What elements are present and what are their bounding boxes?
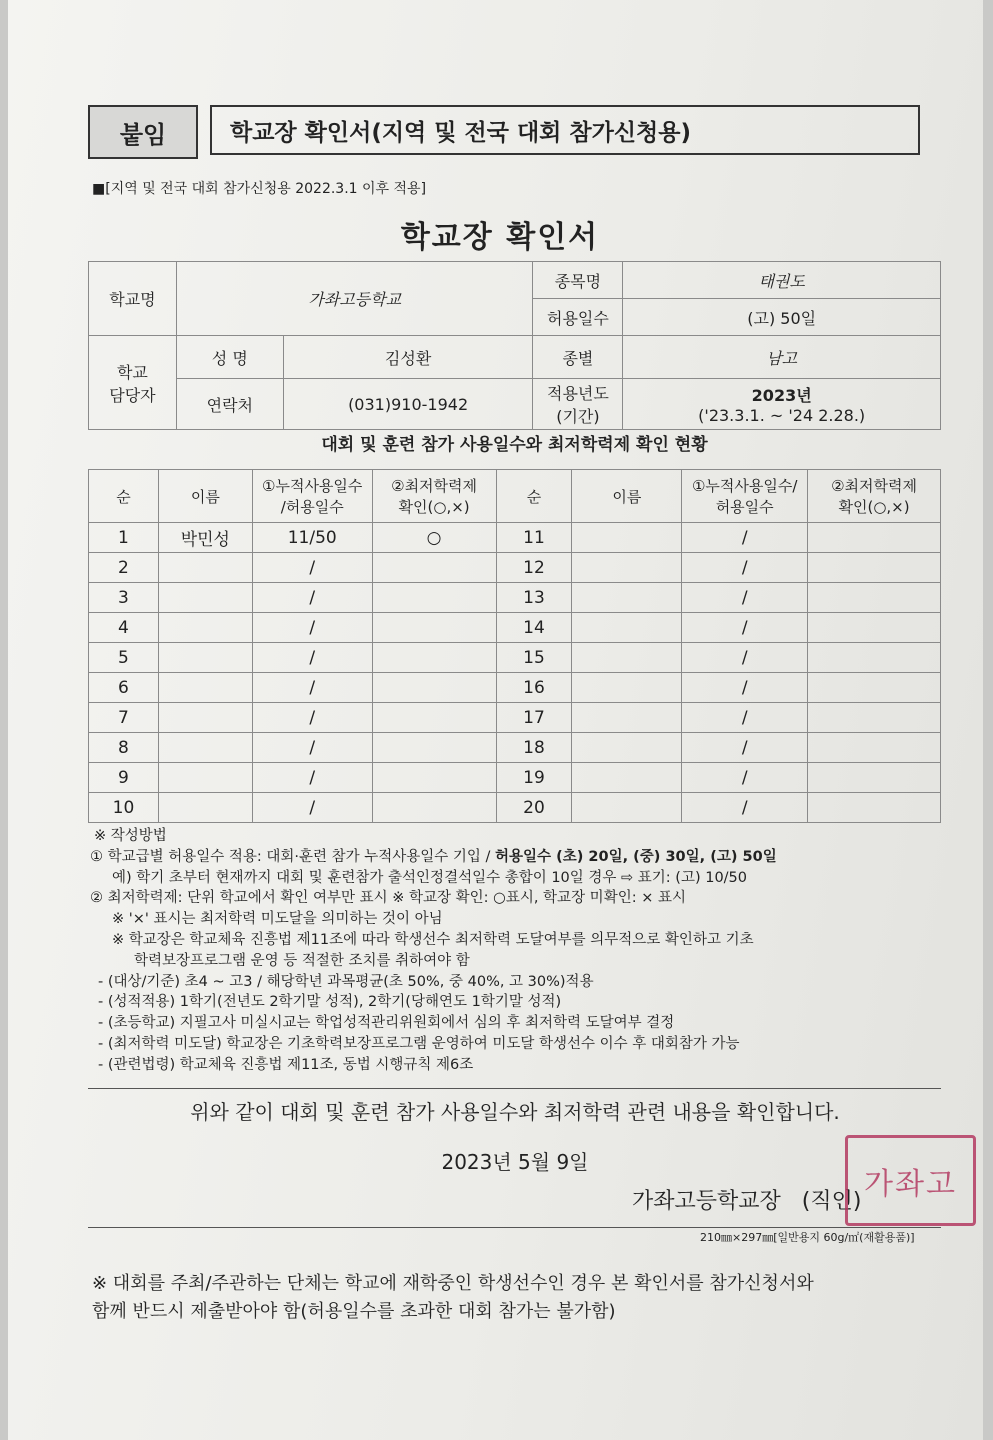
table-cell [372, 733, 496, 763]
event-label: 종목명 [533, 262, 623, 299]
table-cell [572, 673, 682, 703]
table-cell [808, 673, 941, 703]
table-cell [808, 733, 941, 763]
attachment-tag: 붙임 [88, 105, 198, 159]
applicability-note: ■[지역 및 전국 대회 참가신청용 2022.3.1 이후 적용] [92, 181, 427, 197]
table-cell: 11 [496, 523, 572, 553]
table-cell [158, 643, 252, 673]
col-header: ②최저학력제 확인(○,×) [372, 470, 496, 523]
note-line: ※ 학교장은 학교체육 진흥법 제11조에 따라 학생선수 최저학력 도달여부를 의무적으로 확인하고 기초 [112, 931, 754, 948]
note-line: - (성적적용) 1학기(전년도 2학기말 성적), 2학기(당해연도 1학기말 성적) [98, 994, 562, 1011]
note-line: ② 최저학력제: 단위 학교에서 확인 여부만 표시 ※ 학교장 확인: ○표시, 학교장 미확인: × 표시 [90, 890, 686, 907]
signer [632, 1184, 861, 1215]
table-cell: / [252, 643, 372, 673]
table-cell: / [252, 553, 372, 583]
table-cell: / [252, 673, 372, 703]
table-cell [158, 733, 252, 763]
note-text: ① 학교급별 허용일수 적용: 대회·훈련 참가 누적사용일수 기입 / [90, 848, 496, 865]
footer-line: ※ 대회를 주최/주관하는 단체는 학교에 재학중인 학생선수인 경우 본 확인서를 참가신청서와 [92, 1273, 814, 1294]
document-header [88, 105, 920, 157]
table-cell: / [682, 643, 808, 673]
table-cell [372, 673, 496, 703]
table-cell [808, 763, 941, 793]
table-cell: / [682, 523, 808, 553]
table-cell [572, 553, 682, 583]
table-cell [158, 553, 252, 583]
table-cell [372, 583, 496, 613]
table-row [89, 793, 941, 823]
table-cell: 20 [496, 793, 572, 823]
table-cell [808, 643, 941, 673]
section-title: 대회 및 훈련 참가 사용일수와 최저학력제 확인 현황 [321, 435, 708, 455]
table-cell: / [682, 733, 808, 763]
table-row [89, 703, 941, 733]
table-cell [808, 583, 941, 613]
table-cell: / [682, 583, 808, 613]
table-cell [572, 703, 682, 733]
col-header: 순 [496, 470, 572, 523]
official-seal: 가좌고 [845, 1135, 976, 1226]
table-cell [372, 613, 496, 643]
gender-label: 종별 [533, 336, 623, 379]
footer-note [92, 1270, 814, 1326]
table-cell: 11/50 [252, 523, 372, 553]
table-cell: 2 [89, 553, 159, 583]
note-line [90, 847, 960, 868]
table-cell [372, 793, 496, 823]
table-cell [158, 583, 252, 613]
table-cell: / [682, 553, 808, 583]
table-row [89, 583, 941, 613]
table-cell: 5 [89, 643, 159, 673]
year-cell [623, 379, 941, 430]
days-label: 허용일수 [533, 299, 623, 336]
signer-name: 가좌고등학교장 [632, 1189, 781, 1214]
header-title: 학교장 확인서(지역 및 전국 대회 참가신청용) [210, 105, 920, 155]
table-row [89, 673, 941, 703]
col-header: ①누적사용일수/ 허용일수 [682, 470, 808, 523]
table-cell: 17 [496, 703, 572, 733]
table-cell: 18 [496, 733, 572, 763]
table-cell: 12 [496, 553, 572, 583]
school-value: 가좌고등학교 [176, 262, 533, 336]
year-value: 2023년 [751, 386, 812, 405]
table-cell [158, 673, 252, 703]
school-info-table [88, 261, 941, 430]
manager-label: 학교 담당자 [89, 336, 177, 430]
table-cell: / [252, 613, 372, 643]
table-cell [572, 613, 682, 643]
table-cell [572, 793, 682, 823]
table-cell: ○ [372, 523, 496, 553]
col-header: 순 [89, 470, 159, 523]
table-cell [808, 523, 941, 553]
note-line: 학력보장프로그램 운영 등 적절한 조치를 취하여야 함 [134, 952, 470, 969]
table-cell: / [252, 763, 372, 793]
table-cell [808, 553, 941, 583]
contact-label: 연락처 [176, 379, 283, 430]
confirmation-statement: 위와 같이 대회 및 훈련 참가 사용일수와 최저학력 관련 내용을 확인합니다. [190, 1100, 840, 1124]
table-cell: 1 [89, 523, 159, 553]
table-cell [372, 553, 496, 583]
name-value: 김성환 [283, 336, 533, 379]
note-line: - (초등학교) 지필고사 미실시교는 학업성적관리위원회에서 심의 후 최저학력 도달여부 결정 [98, 1015, 675, 1032]
note-line: ※ '×' 표시는 최저학력 미도달을 의미하는 것이 아님 [112, 911, 443, 928]
table-cell: 19 [496, 763, 572, 793]
table-cell [572, 643, 682, 673]
table-cell: 8 [89, 733, 159, 763]
col-header: ①누적사용일수 /허용일수 [252, 470, 372, 523]
footer-line: 함께 반드시 제출받아야 함(허용일수를 초과한 대회 참가는 불가함) [92, 1301, 616, 1322]
table-cell: / [682, 703, 808, 733]
table-cell: 9 [89, 763, 159, 793]
seal-mark-label: (직인) [801, 1189, 862, 1214]
table-cell: 14 [496, 613, 572, 643]
note-line: - (최저학력 미도달) 학교장은 기초학력보장프로그램 운영하여 미도달 학생선수 이수 후 대회참가 가능 [98, 1035, 740, 1052]
table-cell [572, 763, 682, 793]
table-cell: / [252, 583, 372, 613]
table-cell: / [682, 763, 808, 793]
table-row [89, 643, 941, 673]
col-header: 이름 [572, 470, 682, 523]
contact-value: (031)910-1942 [283, 379, 533, 430]
table-cell: / [252, 733, 372, 763]
table-cell: / [252, 703, 372, 733]
note-line: - (관련법령) 학교체육 진흥법 제11조, 동법 시행규칙 제6조 [98, 1056, 474, 1073]
school-label: 학교명 [89, 262, 177, 336]
table-row [89, 523, 941, 553]
usage-table [88, 469, 941, 823]
table-header-row [89, 470, 941, 523]
period-value: ('23.3.1. ~ '24 2.28.) [698, 406, 866, 425]
divider [88, 1088, 941, 1089]
col-header: 이름 [158, 470, 252, 523]
divider [88, 1227, 941, 1228]
table-cell: 16 [496, 673, 572, 703]
table-cell [572, 523, 682, 553]
table-cell [158, 793, 252, 823]
table-cell: 7 [89, 703, 159, 733]
table-cell [372, 703, 496, 733]
table-cell [372, 643, 496, 673]
note-line: - (대상/기준) 초4 ~ 고3 / 해당학년 과목평균(초 50%, 중 40%, 고 30%)적용 [98, 973, 594, 990]
instructions [90, 826, 960, 1076]
table-row [89, 733, 941, 763]
table-row [89, 613, 941, 643]
table-cell [372, 763, 496, 793]
table-cell: / [252, 793, 372, 823]
table-cell: 10 [89, 793, 159, 823]
instructions-heading: ※ 작성방법 [94, 828, 167, 844]
issue-date: 2023년 5월 9일 [441, 1150, 589, 1174]
table-cell: / [682, 673, 808, 703]
table-cell [158, 703, 252, 733]
table-cell: 15 [496, 643, 572, 673]
table-cell [158, 613, 252, 643]
table-cell: / [682, 793, 808, 823]
table-row [89, 763, 941, 793]
year-label: 적용년도 (기간) [533, 379, 623, 430]
table-cell [808, 613, 941, 643]
col-header: ②최저학력제 확인(○,×) [808, 470, 941, 523]
table-body [89, 523, 941, 823]
note-bold-text: 허용일수 (초) 20일, (중) 30일, (고) 50일 [495, 848, 777, 865]
name-label: 성 명 [176, 336, 283, 379]
event-value: 태권도 [623, 262, 941, 299]
document-title: 학교장 확인서 [400, 220, 600, 255]
table-cell: 13 [496, 583, 572, 613]
table-cell: 박민성 [158, 523, 252, 553]
gender-value: 남고 [623, 336, 941, 379]
table-row [89, 553, 941, 583]
table-cell: / [682, 613, 808, 643]
table-cell [808, 793, 941, 823]
note-line: 예) 학기 초부터 현재까지 대회 및 훈련참가 출석인정결석일수 총합이 10일 경우 ⇨ 표기: (고) 10/50 [112, 869, 748, 886]
table-cell: 4 [89, 613, 159, 643]
table-cell [158, 763, 252, 793]
table-cell [572, 733, 682, 763]
table-cell: 6 [89, 673, 159, 703]
days-value: (고) 50일 [623, 299, 941, 336]
table-cell: 3 [89, 583, 159, 613]
table-cell [572, 583, 682, 613]
paper-spec: 210㎜×297㎜[일반용지 60g/㎡(재활용품)] [700, 1231, 915, 1244]
table-cell [808, 703, 941, 733]
